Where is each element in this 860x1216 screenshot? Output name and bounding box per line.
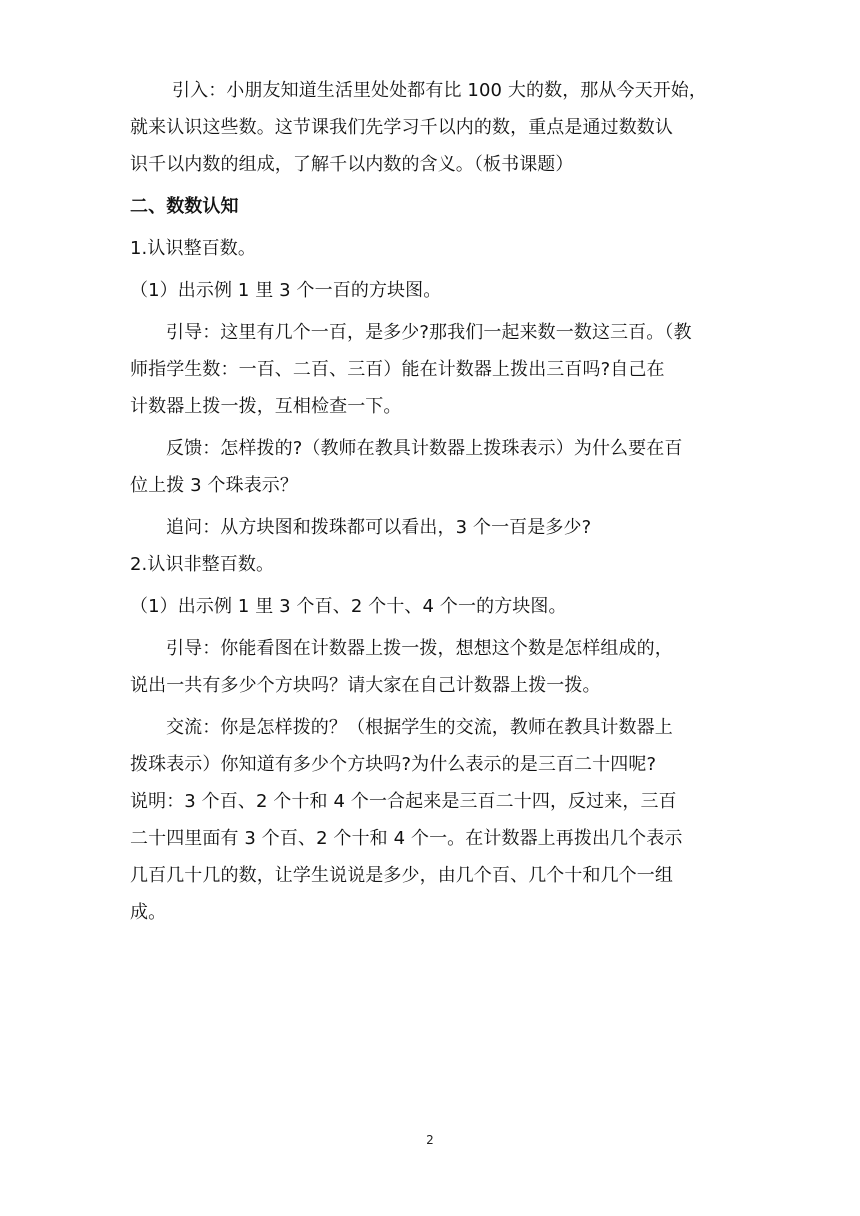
exchange-paragraph-line-2: 拨珠表示）你知道有多少个方块吗?为什么表示的是三百二十四呢?: [130, 754, 657, 775]
subheading-non-whole-hundreds: 2.认识非整百数。: [130, 554, 275, 575]
section-heading-counting: 二、数数认知: [130, 196, 239, 217]
explanation-paragraph-line-2: 二十四里面有 3 个百、2 个十和 4 个一。在计数器上再拨出几个表示: [130, 828, 683, 849]
paragraph-intro-line-1: 引入：小朋友知道生活里处处都有比 100 大的数，那从今天开始，: [172, 80, 707, 101]
page-number: 2: [426, 1133, 434, 1147]
feedback-paragraph-line-1: 反馈：怎样拨的?（教师在教具计数器上拨珠表示）为什么要在百: [166, 438, 683, 459]
exchange-paragraph-line-1: 交流：你是怎样拨的？（根据学生的交流，教师在教具计数器上: [166, 717, 673, 738]
paragraph-intro-line-3: 识千以内数的组成，了解千以内数的含义。（板书课题）: [130, 154, 574, 175]
subheading-whole-hundreds: 1.认识整百数。: [130, 238, 256, 259]
explanation-paragraph-line-3: 几百几十几的数，让学生说说是多少，由几个百、几个十和几个一组: [130, 865, 673, 886]
guide-paragraph-line-2: 师指学生数：一百、二百、三百）能在计数器上拨出三百吗?自己在: [130, 359, 665, 380]
question-paragraph: 追问：从方块图和拨珠都可以看出，3 个一百是多少?: [166, 517, 592, 538]
paragraph-intro-line-2: 就来认识这些数。这节课我们先学习千以内的数，重点是通过数数认: [130, 117, 673, 138]
guide-paragraph-2-line-2: 说出一共有多少个方块吗？请大家在自己计数器上拨一拨。: [130, 675, 601, 696]
explanation-paragraph-line-1: 说明：3 个百、2 个十和 4 个一合起来是三百二十四，反过来，三百: [130, 791, 677, 812]
guide-paragraph-line-1: 引导：这里有几个一百，是多少?那我们一起来数一数这三百。（教: [166, 322, 692, 343]
step-1-non-whole-hundreds: （1）出示例 1 里 3 个百、2 个十、4 个一的方块图。: [130, 596, 567, 617]
feedback-paragraph-line-2: 位上拨 3 个珠表示？: [130, 475, 298, 496]
explanation-paragraph-line-4: 成。: [130, 902, 167, 923]
guide-paragraph-2-line-1: 引导：你能看图在计数器上拨一拨，想想这个数是怎样组成的，: [166, 638, 673, 659]
document-body: [130, 72, 730, 931]
guide-paragraph-line-3: 计数器上拨一拨，互相检查一下。: [130, 396, 402, 417]
step-1-whole-hundreds: （1）出示例 1 里 3 个一百的方块图。: [130, 280, 442, 301]
